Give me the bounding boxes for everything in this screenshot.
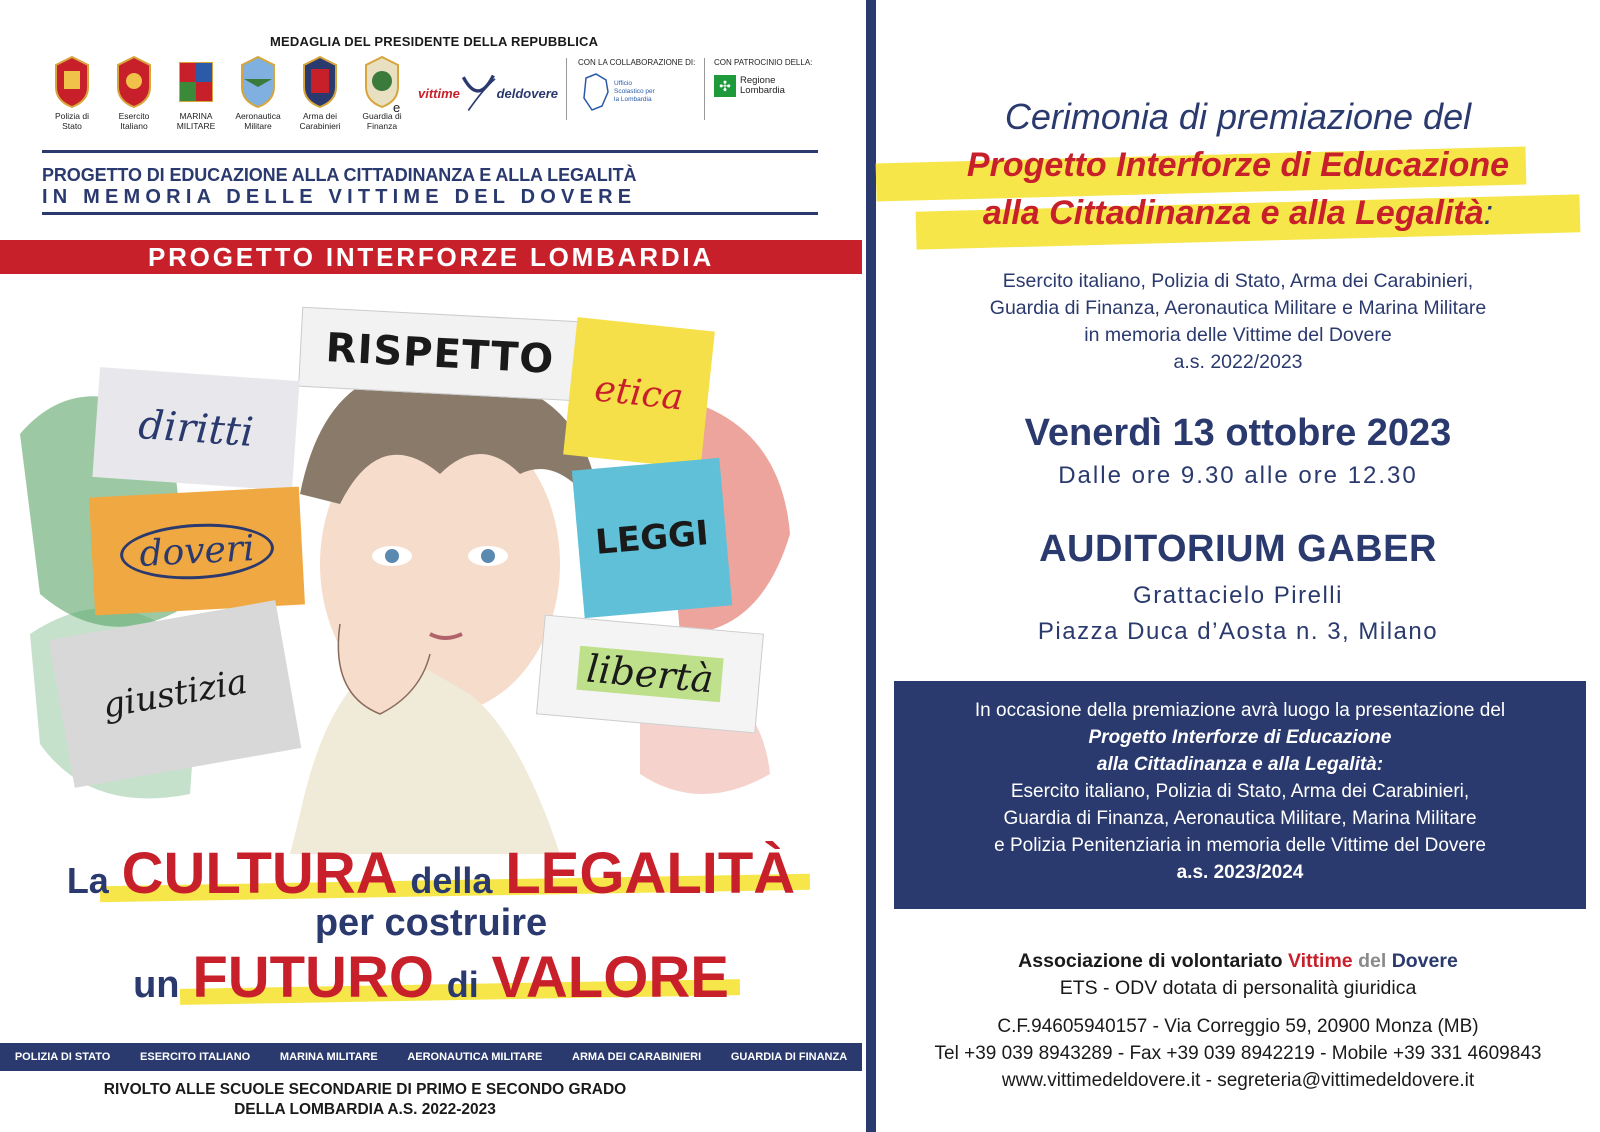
note-etica-text: etica — [592, 367, 686, 419]
contact-web-email[interactable]: www.vittimedeldovere.it - segreteria@vittimedeldovere.it — [1001, 1070, 1475, 1091]
assoc-del: del — [1358, 950, 1387, 972]
project-title-line2-text: alla Cittadinanza e alla Legalità — [982, 194, 1484, 232]
crest-aeronautica — [230, 55, 286, 131]
regione-cross-icon: ✣ — [714, 75, 736, 97]
rule-bottom — [42, 212, 818, 215]
aeronautica-crest-icon — [238, 55, 278, 109]
regione-text: Regione Lombardia — [740, 75, 785, 96]
project-title-line1: Progetto Interforze di Educazione — [966, 146, 1510, 184]
crest-label: Guardia di Finanza — [362, 111, 402, 131]
force-label: ESERCITO ITALIANO — [140, 1051, 251, 1063]
slogan-di: di — [446, 964, 479, 1005]
slogan-legalita: LEGALITÀ — [505, 841, 796, 906]
presentation-box — [894, 681, 1586, 909]
crest-label: Aeronautica Militare — [235, 111, 281, 131]
crest-esercito — [106, 55, 162, 131]
assoc-legal-status: ETS - ODV dotata di personalità giuridica — [1059, 977, 1417, 999]
target-audience — [0, 1080, 730, 1120]
venue-street: Piazza Duca d’Aosta n. 3, Milano — [1037, 618, 1439, 645]
venue-address — [876, 578, 1600, 650]
box-intro: In occasione della premiazione avrà luogo la presentazione del — [974, 700, 1506, 721]
slogan-line1 — [0, 840, 862, 907]
force-label: MARINA MILITARE — [279, 1051, 378, 1063]
regione-lombardia-logo — [714, 75, 788, 97]
target-line1: RIVOLTO ALLE SCUOLE SECONDARIE DI PRIMO E SECONDO GRADO — [103, 1081, 627, 1098]
box-project-line2: alla Cittadinanza e alla Legalità: — [1096, 754, 1384, 775]
box-project-line1: Progetto Interforze di Educazione — [1088, 727, 1392, 748]
event-info — [876, 0, 1600, 1132]
crest-label: Esercito Italiano — [118, 111, 150, 131]
event-date: Venerdì 13 ottobre 2023 — [1024, 412, 1452, 454]
note-etica — [563, 317, 715, 469]
vittime-del-dovere-logo — [418, 68, 558, 118]
polizia-crest-icon — [52, 55, 92, 109]
contact-phones: Tel +39 039 8943289 - Fax +39 039 8942219 - Mobile +39 331 4609843 — [934, 1043, 1542, 1064]
note-liberta-text: libertà — [577, 646, 724, 702]
crest-label: MARINA MILITARE — [176, 111, 216, 131]
note-liberta — [536, 615, 764, 734]
crest-marina — [168, 55, 224, 131]
esercito-crest-icon — [114, 55, 154, 109]
usr-lombardia-logo — [582, 72, 656, 112]
logo-separator — [704, 58, 705, 120]
collab-logo-text: Ufficio Scolastico per la Lombardia — [614, 80, 655, 103]
crest-finanza — [354, 55, 410, 131]
force-label: AERONAUTICA MILITARE — [407, 1051, 543, 1063]
note-leggi-text: LEGGI — [593, 513, 711, 563]
project-title-line2 — [876, 194, 1600, 233]
slogan-cultura: CULTURA — [121, 841, 398, 906]
vertical-divider — [866, 0, 876, 1132]
note-leggi — [572, 458, 732, 618]
slogan-line2: per costruire — [314, 902, 548, 944]
note-doveri — [89, 487, 305, 616]
interforze-band: PROGETTO INTERFORZE LOMBARDIA — [0, 240, 862, 274]
venue-name: AUDITORIUM GABER — [1039, 528, 1437, 570]
crest-carabinieri — [292, 55, 348, 131]
contacts — [876, 1013, 1600, 1094]
contact-address: C.F.94605940157 - Via Correggio 59, 20900 Monza (MB) — [997, 1016, 1479, 1037]
crest-label: Polizia di Stato — [54, 111, 90, 131]
slogan-della: della — [410, 860, 493, 901]
collab-label: CON LA COLLABORAZIONE DI: — [578, 58, 696, 67]
note-diritti-text: diritti — [136, 402, 256, 456]
units-line: in memoria delle Vittime del Dovere — [1084, 324, 1392, 346]
forces-strip — [0, 1043, 862, 1071]
vdd-swoosh-icon — [460, 68, 497, 118]
crests-row — [44, 55, 410, 131]
slogan-futuro: FUTURO — [192, 945, 434, 1010]
units-line: Guardia di Finanza, Aeronautica Militare e Marina Militare — [989, 297, 1487, 319]
note-rispetto-text: RISPETTO — [324, 325, 556, 383]
slogan-la: La — [66, 860, 109, 901]
project-line1: PROGETTO DI EDUCAZIONE ALLA CITTADINANZA E ALLA LEGALITÀ — [42, 165, 637, 185]
marina-crest-icon — [176, 55, 216, 109]
assoc-prefix: Associazione di volontariato — [1018, 950, 1283, 972]
ceremony-title: Cerimonia di premiazione del — [1004, 96, 1472, 137]
units-line: a.s. 2022/2023 — [1173, 351, 1303, 373]
box-units-line: e Polizia Penitenziaria in memoria delle Vittime del Dovere — [994, 835, 1486, 856]
slogan-un: un — [133, 964, 180, 1006]
note-rispetto — [298, 307, 582, 402]
note-doveri-text: doveri — [119, 520, 275, 583]
vdd-logo-part2: deldovere — [496, 85, 558, 101]
participating-units — [876, 268, 1600, 376]
target-line2: DELLA LOMBARDIA A.S. 2022-2023 — [234, 1101, 496, 1118]
force-label: POLIZIA DI STATO — [14, 1051, 111, 1063]
association-info — [876, 948, 1600, 1002]
vdd-logo-part1: vittime — [418, 85, 460, 101]
rule-top — [42, 150, 818, 153]
and-word: e — [393, 100, 401, 115]
crest-polizia — [44, 55, 100, 131]
slogan-valore: VALORE — [491, 945, 729, 1010]
slogan-line3 — [0, 944, 862, 1011]
illustration — [0, 274, 862, 854]
assoc-dovere: Dovere — [1391, 950, 1458, 972]
force-label: ARMA DEI CARABINIERI — [572, 1051, 702, 1063]
note-diritti — [92, 367, 299, 491]
assoc-vittime: Vittime — [1287, 950, 1353, 972]
project-title-colon: : — [1483, 194, 1494, 232]
crest-label: Arma dei Carabinieri — [299, 111, 341, 131]
project-line2: IN MEMORIA DELLE VITTIME DEL DOVERE — [42, 186, 637, 208]
box-units-line: Esercito italiano, Polizia di Stato, Arma dei Carabinieri, — [1010, 781, 1470, 802]
patronage-label: CON PATROCINIO DELLA: — [714, 58, 813, 67]
force-label: GUARDIA DI FINANZA — [730, 1051, 848, 1063]
note-giustizia-text: giustizia — [99, 661, 251, 727]
medal-title: MEDAGLIA DEL PRESIDENTE DELLA REPUBBLICA — [270, 34, 599, 49]
units-line: Esercito italiano, Polizia di Stato, Arma dei Carabinieri, — [1002, 270, 1474, 292]
event-hours: Dalle ore 9.30 alle ore 12.30 — [1058, 462, 1418, 489]
box-school-year: a.s. 2023/2024 — [1176, 862, 1304, 883]
carabinieri-crest-icon — [300, 55, 340, 109]
logo-separator — [566, 58, 567, 120]
lombardia-map-icon — [582, 72, 610, 112]
box-units-line: Guardia di Finanza, Aeronautica Militare, Marina Militare — [1003, 808, 1477, 829]
venue-building: Grattacielo Pirelli — [1133, 582, 1343, 609]
